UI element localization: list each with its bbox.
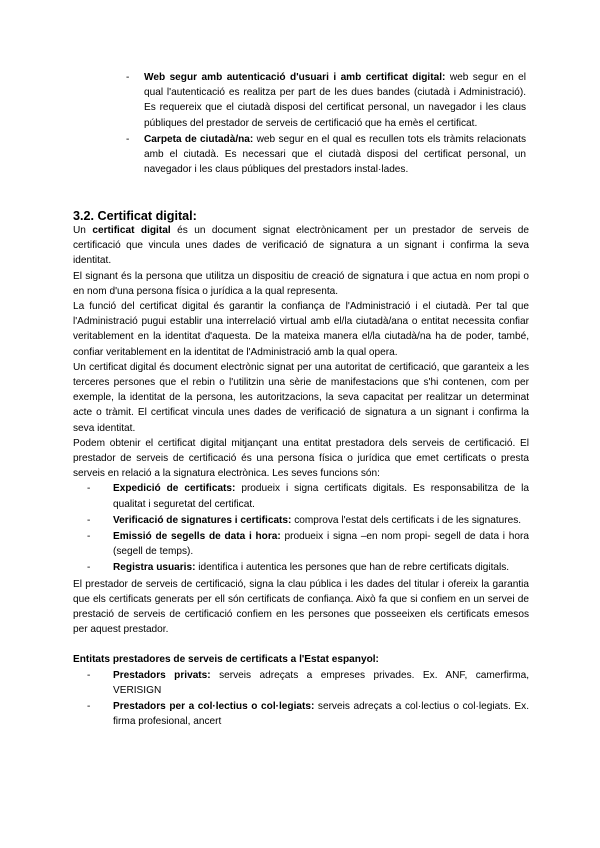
list-item-term: Emissió de segells de data i hora: bbox=[113, 531, 281, 543]
paragraph: Un certificat digital és document electrònic signat per una autoritat de certificació, que garanteix a les terceres persones que el rebin o l'utilitzin una sèrie de manifestacions que s'hi contenen, com per exemple, la identitat de la persona, les autoritzacions, la seva capacitat per realitzar un determinat acte o tràmit. El certificat vincula unes dades de verificació de signatura a un signant i confirma la seva identitat. bbox=[73, 361, 529, 434]
list-dash: - bbox=[87, 701, 91, 713]
web-types-list bbox=[126, 70, 526, 178]
list-dash: - bbox=[126, 72, 130, 83]
list-item-text: serveis adreçats a empreses privades. Ex. ANF, camerfirma, VERISIGN bbox=[113, 669, 529, 696]
spacer bbox=[73, 637, 529, 652]
section-body bbox=[73, 223, 529, 731]
list-item-term: Registra usuaris: bbox=[113, 562, 196, 574]
list-dash: - bbox=[87, 562, 91, 574]
functions-list bbox=[87, 481, 529, 575]
list-item-term: Carpeta de ciutadà/na: bbox=[144, 133, 254, 145]
list-item bbox=[87, 560, 529, 575]
list-item bbox=[126, 70, 526, 131]
list-item-term: Prestadors per a col·lectius o col·legiats: bbox=[113, 701, 315, 713]
list-dash: - bbox=[87, 669, 91, 681]
list-item-text: identifica i autentica les persones que han de rebre certificats digitals. bbox=[195, 562, 510, 574]
list-item bbox=[87, 529, 529, 559]
paragraph: Podem obtenir el certificat digital mitjançant una entitat prestadora dels serveis de certificació. El prestador de serveis de certificació és una persona física o jurídica que emet certificats o presta serveis en relació a la signatura electrònica. Les seves funcions són: bbox=[73, 437, 529, 480]
list-dash: - bbox=[87, 531, 91, 543]
list-item bbox=[87, 513, 529, 528]
list-dash: - bbox=[87, 483, 91, 495]
intro-bold-term: certificat digital bbox=[92, 225, 171, 236]
list-item-text: comprova l'estat dels certificats i de les signatures. bbox=[291, 514, 522, 526]
list-dash: - bbox=[87, 514, 91, 526]
intro-paragraph bbox=[73, 223, 529, 269]
list-item-term: Web segur amb autenticació d'usuari i amb certificat digital: bbox=[144, 72, 446, 83]
intro-pre: Un bbox=[73, 225, 93, 236]
paragraph: El signant és la persona que utilitza un dispositiu de creació de signatura i que actua en nom propi o en nom d'una persona física o jurídica a la qual representa. bbox=[73, 270, 529, 297]
list-item-text: web segur en el qual l'autenticació es realitza per part de les dues bandes (ciutadà i Administració). Es requereix que el ciutadà disposi del certificat personal, un navegador i les claus públiques del prestador de serveis de certificació que ha emès el certificat. bbox=[144, 72, 526, 129]
list-item bbox=[87, 668, 529, 698]
list-item-text: web segur en el qual es recullen tots els tràmits relacionats amb el ciutadà. Es necessari que el ciutadà disposi del certificat personal, un navegador i les claus públiques del prestadors instal·lades. bbox=[144, 133, 526, 176]
list-item-term: Prestadors privats: bbox=[113, 669, 211, 681]
list-dash: - bbox=[126, 133, 130, 145]
list-item-term: Verificació de signatures i certificats: bbox=[113, 514, 292, 526]
paragraph: La funció del certificat digital és garantir la confiança de l'Administració i el ciutadà. Per tal que l'Administració pugui establir una interrelació virtual amb el/la ciutadà/ana o entitat necessita confiar veritablement en la identitat d'aquesta. De la mateixa manera el/la ciutadà/na ha de poder, també, confiar veritablement en la identitat de l'Administració amb la qual opera. bbox=[73, 301, 529, 358]
entities-heading: Entitats prestadores de serveis de certificats a l'Estat espanyol: bbox=[73, 654, 379, 666]
paragraph: El prestador de serveis de certificació, signa la clau pública i les dades del titular i ofereix la garantia que els certificats generats per ell són certificats de confiança. Això fa que si confiem en un servei de prestació de serveis de certificació confiem en les persones que posseeixen els certificats emesos per aquest prestador. bbox=[73, 578, 529, 636]
list-item-term: Expedició de certificats: bbox=[113, 483, 236, 495]
list-item bbox=[87, 699, 529, 729]
list-item bbox=[87, 481, 529, 511]
list-item bbox=[126, 132, 526, 178]
list-item-text: produeix i signa –en nom propi- segell de data i hora (segell de temps). bbox=[113, 531, 529, 558]
list-item-text: produeix i signa certificats digitals. Es responsabilitza de la qualitat i seguretat del certificat. bbox=[113, 483, 529, 510]
section-title: 3.2. Certificat digital: bbox=[73, 209, 197, 223]
intro-post: és un document signat electrònicament per un prestador de serveis de certificació que vincula unes dades de verificació de signatura a un signant i confirma la seva identitat. bbox=[73, 225, 529, 267]
list-item-text: serveis adreçats a col·lectius o col·legiats. Ex. firma profesional, ancert bbox=[113, 701, 529, 728]
entities-list bbox=[87, 668, 529, 730]
